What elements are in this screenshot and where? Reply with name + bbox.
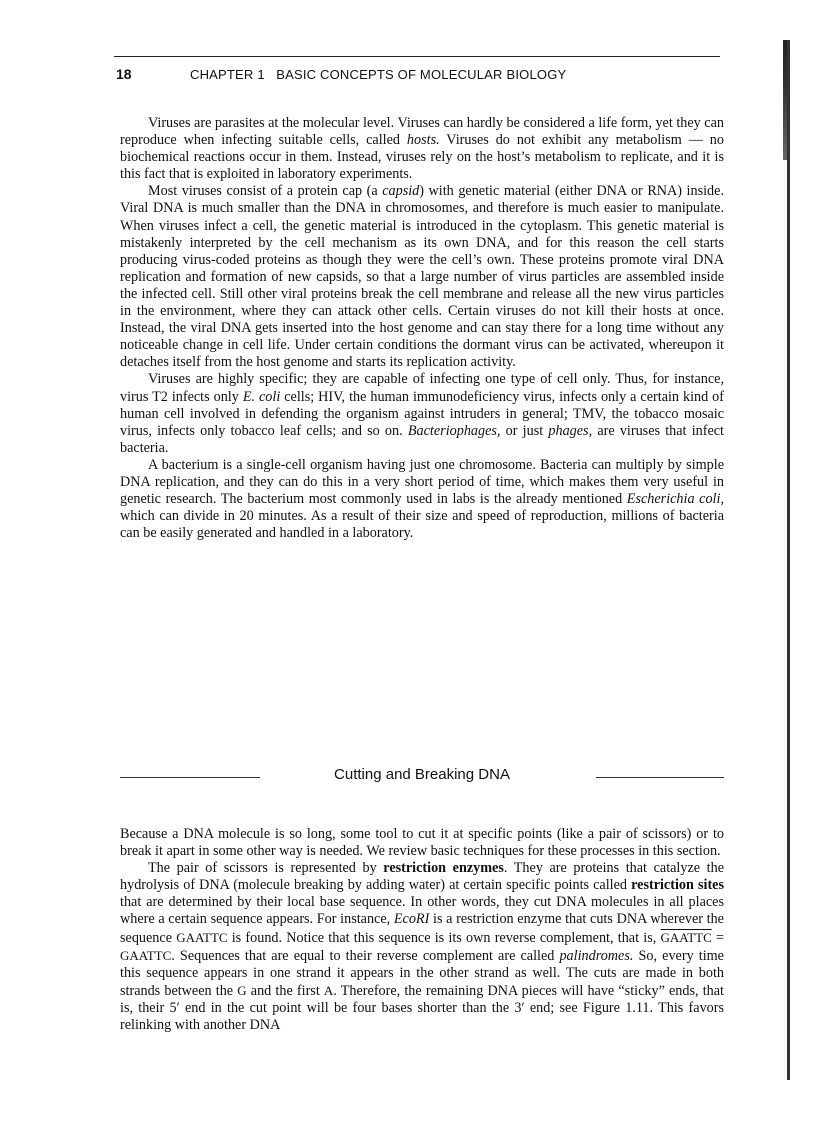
paragraph: Viruses are parasites at the molecular level. Viruses can hardly be considered a life form, yet they can reproduce when infecting suitable cells, called hosts. Viruses do not exhibit any metabolism — no biochemical reactions occur in them. Instead, viruses rely on the host’s metabolism to replicate, and it is this fact that is exploited in laboratory experiments. <box>120 115 724 183</box>
paragraph: Viruses are highly specific; they are capable of infecting one type of cell only. Thus, for instance, virus T2 infects only E. coli cells; HIV, the human immunodeficiency virus, infects only a certain kind of human cell involved in defending the organism against intruders in general; TMV, the tobacco mosaic virus, infects only tobacco leaf cells; and so on. Bacteriophages, or just phages, are viruses that infect bacteria. <box>120 371 725 456</box>
chapter-title: BASIC CONCEPTS OF MOLECULAR BIOLOGY <box>276 67 567 82</box>
paragraph: A bacterium is a single-cell organism having just one chromosome. Bacteria can multiply by simple DNA replication, and they can do this in a very short period of time, which makes them very useful in genetic research. The bacterium most commonly used in labs is the already mentioned Escherichia coli, which can divide in 20 minutes. As a result of their size and speed of reproduction, millions of bacteria can be easily generated and handled in a laboratory. <box>120 456 724 542</box>
paragraph: Because a DNA molecule is so long, some tool to cut it at specific points (like a pair of scissors) or to break it apart in some other way is needed. We review basic techniques for these processes in this section. <box>120 826 724 860</box>
section-body-cutting <box>120 826 724 1034</box>
paragraph: Most viruses consist of a protein cap (a capsid) with genetic material (either DNA or RNA) inside. Viral DNA is much smaller than the DNA in chromosomes, and therefore is much easier to manipulate. When viruses infect a cell, the genetic material is introduced in the cytoplasm. This genetic material is mistakenly interpreted by the cell mechanism as its own DNA, and for this reason the cell starts producing virus-coded proteins as though they were the cell’s own. These proteins promote viral DNA replication and formation of new capsids, so that a large number of virus particles are assembled inside the infected cell. Still other viral proteins break the cell membrane and release all the new virus particles in the environment, where they can attack other cells. Certain viruses do not kill their hosts at once. Instead, the viral DNA gets inserted into the host genome and can stay there for a long time without any noticeable change in cell life. Under certain conditions the dormant virus can be activated, whereupon it detaches itself from the host genome and starts its replication activity. <box>120 183 724 371</box>
heading-rule-right <box>596 777 724 778</box>
header-rule <box>114 56 720 57</box>
chapter-heading <box>190 67 566 82</box>
page-number: 18 <box>116 66 132 82</box>
section-body-viruses <box>120 115 724 542</box>
paragraph: The pair of scissors is represented by restriction enzymes. They are proteins that catalyze the hydrolysis of DNA (molecule breaking by adding water) at certain specific points called restriction sites that are determined by their local base sequence. In other words, they cut DNA molecules in all places where a certain sequence appears. For instance, EcoRI is a restriction enzyme that cuts DNA wherever the sequence GAATTC is found. Notice that this sequence is its own reverse complement, that is, GAATTC = GAATTC. Sequences that are equal to their reverse complement are called palindromes. So, every time this sequence appears in one strand it appears in the other strand as well. The cuts are made in both strands between the G and the first A. Therefore, the remaining DNA pieces will have “sticky” ends, that is, their 5′ end in the cut point will be four bases shorter than the 3′ end; see Figure 1.11. This favors relinking with another DNA <box>120 860 724 1034</box>
section-title: Cutting and Breaking DNA <box>334 766 510 783</box>
scan-edge-line <box>787 40 790 1080</box>
chapter-label: CHAPTER 1 <box>190 67 265 82</box>
section-heading <box>120 764 724 788</box>
running-header <box>114 56 720 82</box>
